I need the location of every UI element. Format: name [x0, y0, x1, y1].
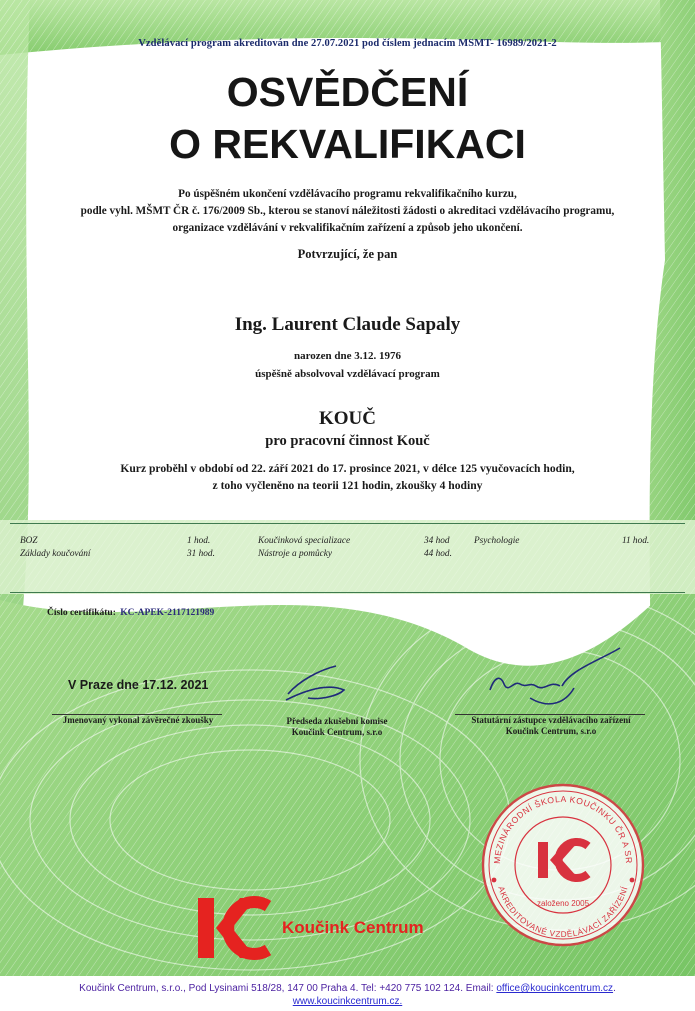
completion-text: úspěšně absolvoval vzdělávací program	[255, 368, 440, 380]
footer-web-link[interactable]: www.koucinkcentrum.cz.	[292, 996, 403, 1007]
subjects-top-rule	[10, 523, 685, 524]
certificate-number-row	[47, 608, 214, 618]
certificate-title: OSVĚDČENÍ	[226, 69, 469, 115]
program-activity: pro pracovní činnost Kouč	[265, 433, 430, 449]
chair-org: Koučink Centrum, s.r.o	[291, 727, 383, 737]
subject-hours: 31 hod.	[187, 549, 215, 559]
intro-line-1: Po úspěšném ukončení vzdělávacího programu rekvalifikačního kurzu,	[178, 188, 517, 200]
holder-name: Ing. Laurent Claude Sapaly	[234, 314, 461, 335]
footer-line-1	[0, 982, 695, 995]
birth-date: narozen dne 3.12. 1976	[293, 350, 402, 362]
footer-address: Koučink Centrum, s.r.o., Pod Lysinami 518/28, 147 00 Praha 4. Tel: +420 775 102 124. Email:	[79, 983, 494, 994]
certificate-number: KC-APEK-2117121989	[120, 608, 215, 618]
intro-line-2: podle vyhl. MŠMT ČR č. 176/2009 Sb., kterou se stanoví náležitosti žádosti o akreditaci vzdělávacího programu,	[80, 205, 615, 217]
subject-name: Psychologie	[474, 536, 520, 546]
program-name: KOUČ	[319, 408, 376, 429]
place-date: V Praze dne 17.12. 2021	[68, 678, 209, 692]
subject-name: Nástroje a pomůcky	[258, 549, 333, 559]
confirm-text: Potvrzující, že pan	[297, 247, 398, 261]
chair-title: Předseda zkušební komise	[286, 716, 388, 726]
chair-label	[262, 716, 412, 738]
subject-hours: 34 hod	[424, 536, 450, 546]
footer-line-2	[0, 995, 695, 1008]
logo-text: Koučink Centrum	[282, 918, 424, 937]
footer-dot: .	[613, 983, 616, 994]
statutory-org: Koučink Centrum, s.r.o	[505, 726, 597, 736]
accreditation-stamp	[478, 780, 648, 950]
statutory-signature	[470, 640, 640, 720]
subject-name: BOZ	[20, 536, 38, 546]
subjects-bottom-rule	[10, 592, 685, 593]
subject-hours: 1 hod.	[187, 536, 211, 546]
chair-signature	[280, 660, 360, 708]
footer-email-link[interactable]: office@koucinkcentrum.cz	[496, 983, 614, 994]
statutory-title: Statutární zástupce vzdělávacího zařízení	[471, 715, 631, 725]
subject-hours: 44 hod.	[424, 549, 452, 559]
subject-name: Koučinková specializace	[258, 536, 351, 546]
subject-hours: 11 hod.	[622, 536, 650, 546]
stamp-bottom-text: AKREDITOVANÉ VZDĚLÁVACÍ ZAŘÍZENÍ	[496, 885, 630, 940]
certificate-number-label: Číslo certifikátu:	[47, 608, 116, 618]
program-period: Kurz proběhl v období od 22. září 2021 do 17. prosince 2021, v délce 125 vyučovacích hodin,	[120, 462, 575, 475]
stamp-founded: založeno 2005	[536, 899, 590, 908]
statutory-label	[446, 715, 656, 737]
certificate-subtitle: O REKVALIFIKACI	[169, 121, 526, 167]
program-hours: z toho vyčleněno na teorii 121 hodin, zkoušky 4 hodiny	[212, 479, 483, 492]
subject-name: Základy koučování	[20, 549, 91, 559]
intro-line-3: organizace vzdělávání v rekvalifikačním zařízení a způsob jeho ukončení.	[172, 222, 523, 234]
accreditation-note: Vzdělávací program akreditován dne 27.07.2021 pod číslem jednacím MSMT- 16989/2021-2	[138, 38, 557, 49]
stamp-top-text: MEZINÁRODNÍ ŠKOLA KOUČINKU ČR A SR	[491, 793, 635, 865]
examiner-label: Jmenovaný vykonal závěrečné zkoušky	[62, 715, 214, 725]
kc-logo-icon	[196, 892, 272, 962]
footer	[0, 982, 695, 1008]
